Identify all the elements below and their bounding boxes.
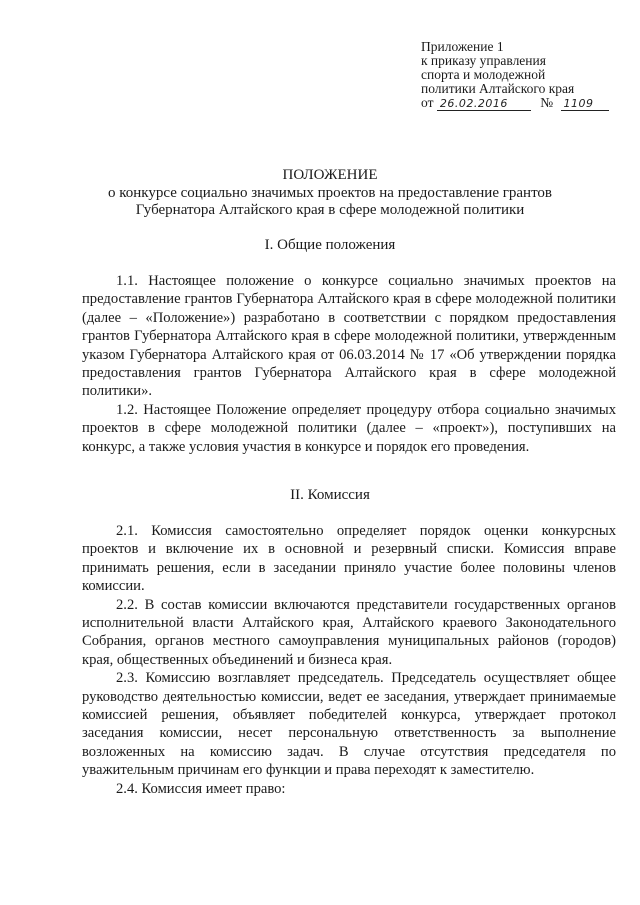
number-label: № <box>540 95 554 110</box>
order-date-number-line <box>421 96 621 111</box>
paragraph-1-1: 1.1. Настоящее положение о конкурсе социально значимых проектов на предоставление грантов Губернатора Алтайского края в сфере молодежной политики (далее – «Положение») разработано в соответствии с порядком предоставления грантов Губернатора Алтайского края в сфере молодежной политики, утвержденным указом Губернатора Алтайского края от 06.03.2014 № 17 «Об утверждении порядка предоставления грантов Губернатора Алтайского края в сфере молодежной политики». <box>82 273 616 400</box>
annex-line-4: политики Алтайского края <box>421 81 575 96</box>
section-1-heading: I. Общие положения <box>264 237 396 253</box>
paragraph-2-4: 2.4. Комиссия имеет право: <box>116 780 286 797</box>
paragraph-2-1: 2.1. Комиссия самостоятельно определяет порядок оценки конкурсных проектов и включение их в основной и резервный списки. Комиссия вправе принимать решения, если в заседании приняло участие более половины членов комиссии. <box>82 523 616 595</box>
paragraph-1-2: 1.2. Настоящее Положение определяет процедуру отбора социально значимых проектов в сфере молодежной политики (далее – «проект»), поступивших на конкурс, а также условия участия в конкурсе и порядок его проведения. <box>82 401 616 455</box>
handwritten-number: 1109 <box>561 98 609 111</box>
handwritten-date: 26.02.2016 <box>437 98 531 111</box>
section-2-heading: II. Комиссия <box>290 487 370 503</box>
annex-block <box>421 40 621 111</box>
title-line-2: о конкурсе социально значимых проектов на предоставление грантов <box>107 185 553 201</box>
section-2-body <box>82 522 616 798</box>
paragraph-2-2: 2.2. В состав комиссии включаются представители государственных органов исполнительной власти Алтайского края, Алтайского краевого Законодательного Собрания, органов местного самоуправления муниципальных районов (городов) края, общественных объединений и бизнеса края. <box>82 596 616 668</box>
annex-line-1: Приложение 1 <box>421 39 504 54</box>
title-heading: ПОЛОЖЕНИЕ <box>282 167 378 183</box>
from-label: от <box>421 95 434 110</box>
document-title <box>60 167 600 219</box>
annex-line-2: к приказу управления <box>421 53 546 68</box>
title-line-3: Губернатора Алтайского края в сфере молодежной политики <box>135 202 525 218</box>
section-1-body <box>82 272 616 456</box>
annex-line-3: спорта и молодежной <box>421 67 546 82</box>
paragraph-2-3: 2.3. Комиссию возглавляет председатель. Председатель осуществляет общее руководство деятельностью комиссии, ведет ее заседания, утверждает принимаемые комиссией решения, объявляет победителей конкурса, утверждает протокол заседания комиссии, несет персональную ответственность за выполнение возложенных на комиссию задач. В случае отсутствия председателя по уважительным причинам его функции и права переходят к заместителю. <box>82 670 616 779</box>
